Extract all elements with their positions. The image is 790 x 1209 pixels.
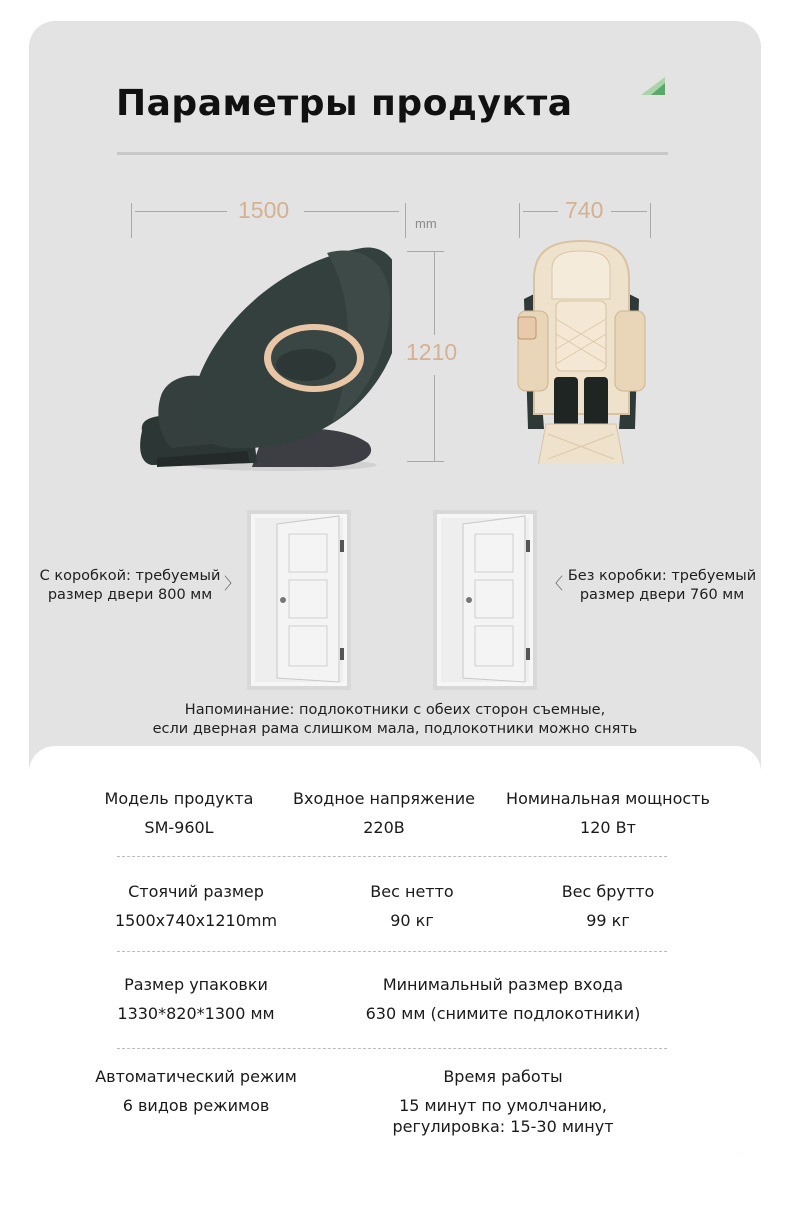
spec-label: Вес брутто (561, 882, 655, 901)
row-divider (117, 951, 667, 952)
spec-power (489, 788, 727, 838)
spec-net-weight (312, 881, 512, 931)
width-tick-left (519, 203, 520, 238)
width-tick-right (650, 203, 651, 238)
door-without-box-caption: Без коробки: требуемый размер двери 760 мм (567, 568, 757, 603)
spec-work-time (363, 1066, 643, 1138)
specs-panel (29, 746, 761, 1154)
spec-value: 220В (363, 818, 405, 837)
spec-value-line-2: регулировка: 15-30 минут (392, 1117, 614, 1136)
spec-label: Минимальный размер входа (382, 975, 624, 994)
spec-label: Номинальная мощность (506, 789, 710, 808)
spec-min-entry (342, 974, 664, 1024)
height-tick-top (407, 251, 444, 252)
spec-value: 1500x740x1210mm (114, 911, 278, 930)
spec-label: Автоматический режим (95, 1067, 297, 1086)
spec-voltage (269, 788, 499, 838)
reminder-line-1: Напоминание: подлокотники с обеих сторон съемные, (184, 702, 606, 718)
spec-value: 90 кг (390, 911, 434, 930)
door-without-box-image (433, 510, 537, 690)
height-line-bottom (434, 375, 435, 461)
spec-standing-size (86, 881, 306, 931)
spec-value: 6 видов режимов (122, 1096, 270, 1115)
spec-package-size (86, 974, 306, 1024)
length-tick-right (405, 203, 406, 238)
unit-label: mm (415, 216, 437, 231)
spec-label: Вес нетто (370, 882, 454, 901)
length-value: 1500 (238, 197, 290, 223)
door-with-box-image (247, 510, 351, 690)
chair-side-view (132, 243, 392, 473)
chair-front-view (514, 239, 649, 464)
spec-label: Входное напряжение (293, 789, 475, 808)
spec-label: Время работы (443, 1067, 563, 1086)
spec-value: SM-960L (144, 818, 214, 837)
corner-triangle-icon (641, 77, 665, 95)
width-value: 740 (565, 197, 604, 223)
door-with-box-caption: С коробкой: требуемый размер двери 800 мм (39, 568, 221, 603)
spec-value-line-1: 15 минут по умолчанию, (399, 1096, 607, 1115)
spec-value: 630 мм (снимите подлокотники) (365, 1004, 641, 1023)
length-line-right (304, 211, 399, 212)
height-tick-bottom (407, 461, 444, 462)
width-line-left (523, 211, 558, 212)
length-tick-left (131, 203, 132, 238)
row-divider (117, 1048, 667, 1049)
right-bracket-icon: 〈 (547, 574, 564, 593)
title-divider (117, 152, 668, 155)
spec-label: Модель продукта (104, 789, 254, 808)
page-title: Параметры продукта (116, 83, 573, 124)
width-line-right (611, 211, 647, 212)
reminder-line-2: если дверная рама слишком мала, подлокотники можно снять (152, 721, 638, 737)
spec-label: Стоячий размер (128, 882, 264, 901)
reminder-note (29, 701, 761, 739)
spec-gross-weight (508, 881, 708, 931)
spec-value: 120 Вт (580, 818, 636, 837)
spec-model (79, 788, 279, 838)
spec-auto-mode (76, 1066, 316, 1116)
length-line-left (135, 211, 227, 212)
height-line-top (434, 251, 435, 335)
spec-value: 1330*820*1300 мм (117, 1004, 275, 1023)
height-value: 1210 (406, 339, 458, 365)
spec-label: Размер упаковки (124, 975, 268, 994)
row-divider (117, 856, 667, 857)
left-bracket-icon: 〉 (224, 574, 241, 593)
spec-value: 99 кг (586, 911, 630, 930)
